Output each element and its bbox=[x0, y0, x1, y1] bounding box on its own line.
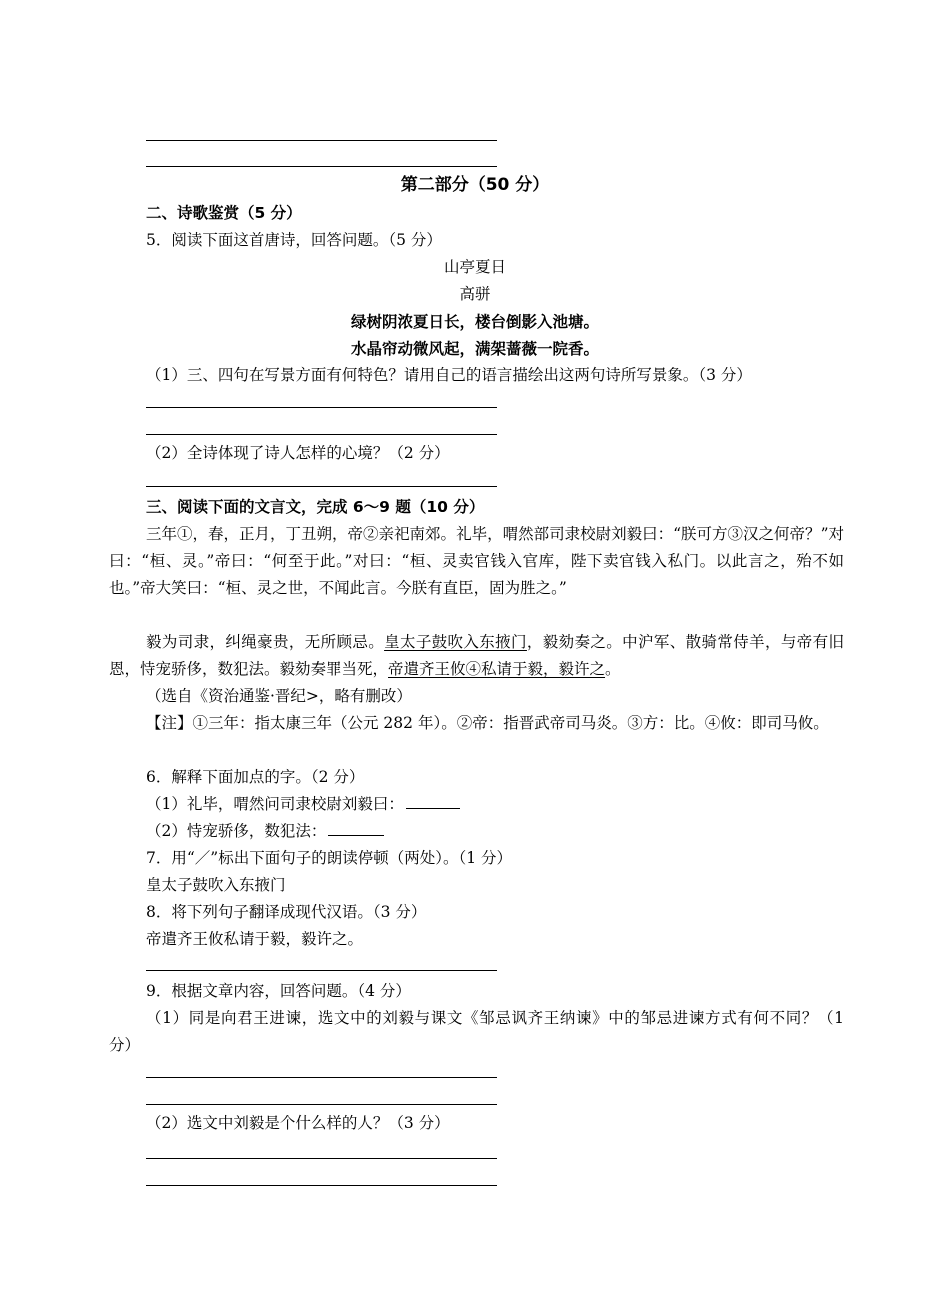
answer-line bbox=[146, 434, 497, 435]
fill-blank bbox=[328, 834, 384, 836]
section2-heading: 二、诗歌鉴赏（5 分） bbox=[146, 204, 302, 222]
part-title: 第二部分（50 分） bbox=[400, 175, 550, 195]
underlined-sentence-1: 皇太子鼓吹入东掖门 bbox=[384, 633, 527, 651]
question-8-sentence: 帝遣齐王攸私请于毅，毅许之。 bbox=[146, 930, 364, 948]
answer-line bbox=[146, 166, 497, 167]
answer-line bbox=[146, 970, 497, 971]
question-5: 5．阅读下面这首唐诗，回答问题。（5 分） bbox=[146, 231, 442, 249]
question-7-sentence: 皇太子鼓吹入东掖门 bbox=[146, 876, 286, 894]
answer-line bbox=[146, 407, 497, 408]
answer-line bbox=[146, 486, 497, 487]
question-6-2-text: （2）恃宠骄侈，数犯法： bbox=[146, 822, 327, 840]
question-7: 7．用“／”标出下面句子的朗读停顿（两处）。（1 分） bbox=[146, 849, 512, 867]
question-6-1-text: （1）礼毕，喟然问司隶校尉刘毅曰： bbox=[146, 795, 404, 813]
classical-text-para-2 bbox=[109, 629, 844, 683]
classical-text-para-1: 三年①，春，正月，丁丑朔，帝②亲祀南郊。礼毕，喟然部司隶校尉刘毅曰：“朕可方③汉之何帝？”对曰：“桓、灵。”帝曰：“何至于此。”对曰：“桓、灵卖官钱入官库，陛下卖官钱入私门。以此言之，殆不如也。”帝大笑曰：“桓、灵之世，不闻此言。今朕有直臣，固为胜之。” bbox=[109, 525, 844, 597]
para2-text-b: ，毅劾奏之。中沪军、散骑常侍羊，与帝有旧恩，恃宠骄侈，数犯法。毅劾奏罪当死， bbox=[109, 633, 844, 678]
fill-blank bbox=[406, 807, 460, 809]
poem-line-1: 绿树阴浓夏日长，楼台倒影入池塘。 bbox=[350, 313, 599, 331]
answer-line bbox=[146, 1185, 497, 1186]
answer-line bbox=[146, 1158, 497, 1159]
answer-line bbox=[146, 1104, 497, 1105]
para2-text-c: 。 bbox=[605, 660, 621, 678]
question-9-2: （2）选文中刘毅是个什么样的人？（3 分） bbox=[146, 1114, 450, 1132]
poem-line-2: 水晶帘动微风起，满架蔷薇一院香。 bbox=[350, 340, 599, 358]
poem-author: 高骈 bbox=[459, 285, 491, 303]
question-6: 6．解释下面加点的字。（2 分） bbox=[146, 768, 365, 786]
underlined-sentence-2: 帝遣齐王攸④私请于毅，毅许之 bbox=[388, 660, 606, 678]
para2-text-a: 毅为司隶，纠绳豪贵，无所顾忌。 bbox=[146, 633, 385, 651]
annotation-note: 【注】①三年：指太康三年（公元 282 年）。②帝：指晋武帝司马炎。③方：比。④攸：即司马攸。 bbox=[146, 714, 829, 732]
question-6-1 bbox=[146, 791, 460, 818]
question-5-1: （1）三、四句在写景方面有何特色？请用自己的语言描绘出这两句诗所写景象。（3 分） bbox=[146, 366, 752, 384]
question-9-1: （1）同是向君王进谏，选文中的刘毅与课文《邹忌讽齐王纳谏》中的邹忌进谏方式有何不同？（1 分） bbox=[109, 1009, 844, 1054]
question-6-2 bbox=[146, 818, 384, 845]
question-5-2: （2）全诗体现了诗人怎样的心境？（2 分） bbox=[146, 444, 450, 462]
section3-heading: 三、阅读下面的文言文，完成 6～9 题（10 分） bbox=[146, 498, 485, 516]
source-citation: （选自《资治通鉴·晋纪>，略有删改） bbox=[146, 687, 412, 705]
question-9: 9．根据文章内容，回答问题。（4 分） bbox=[146, 982, 411, 1000]
poem-title: 山亭夏日 bbox=[443, 258, 506, 276]
answer-line bbox=[146, 1077, 497, 1078]
question-8: 8．将下列句子翻译成现代汉语。（3 分） bbox=[146, 903, 427, 921]
answer-line bbox=[146, 140, 497, 141]
